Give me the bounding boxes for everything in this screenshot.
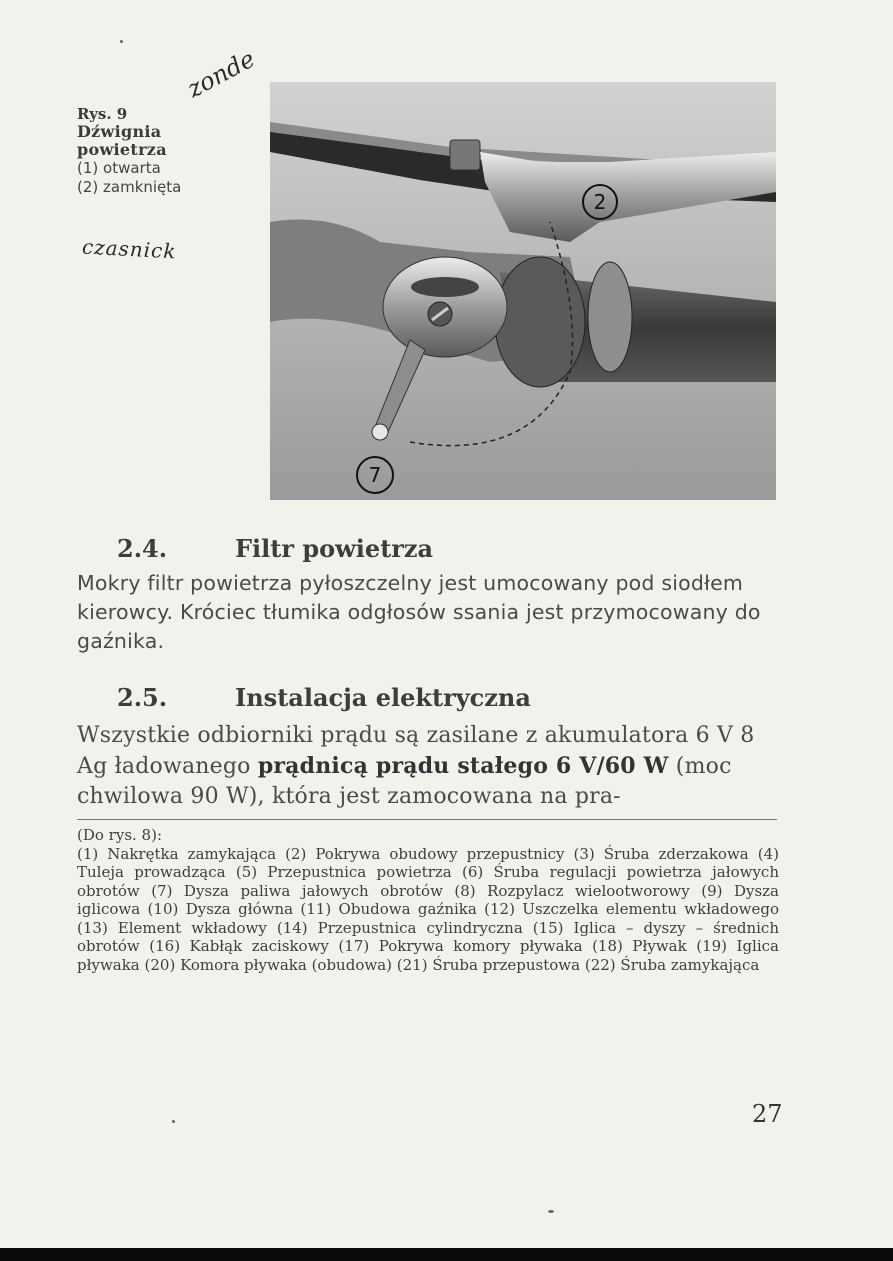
section-heading-electrical (117, 683, 531, 712)
grip-flange (588, 262, 632, 372)
figure-label: Rys. 9 (77, 105, 128, 123)
section-heading-air-filter (117, 534, 433, 563)
paragraph-text: Wszystkie odbiorniki prądu są zasilane z akumulatora 6 V 8 Ag ładowanego (77, 723, 755, 779)
section-paragraph-air-filter: Mokry filtr powietrza pyłoszczelny jest umocowany pod siodłem kierowcy. Króciec tłumika odgłosów ssania jest przymocowany do gaźnika. (77, 571, 761, 653)
air-lever-illustration (270, 82, 776, 500)
handwritten-note-top: zonde (182, 44, 260, 104)
figure-title-line1: Dźwignia (77, 122, 162, 141)
section-number: 2.5. (117, 683, 168, 712)
scan-speck (548, 1210, 554, 1213)
callout-7-label: 7 (368, 463, 382, 487)
footnote-intro: (Do rys. 8): (77, 826, 163, 844)
figure-photo (270, 82, 776, 500)
scan-speck (172, 1120, 175, 1123)
footnote-text: (1) Nakrętka zamykająca (2) Pokrywa obudowy przepustnicy (3) Śruba zderzakowa (4) Tuleja prowadząca (5) Przepustnica powietrza (6) Śruba regulacji powietrza jałowych obrotów (7) Dysza paliwa jałowych obrotów (8) Rozpylacz wielootworowy (9) Dysza iglicowa (10) Dysza główna (11) Obudowa gaźnika (12) Uszczelka elementu wkładowego (13) Element wkładowy (14) Przepustnica cylindryczna (15) Iglica – dyszy – średnich obrotów (16) Kabłąk zaciskowy (17) Pokrywa komory pływaka (18) Pływak (19) Iglica pływaka (20) Komora pływaka (obudowa) (21) Śruba przepustowa (22) Śruba zamykająca (77, 844, 779, 974)
figure-title-line2: powietrza (77, 140, 167, 159)
figure-item-closed: (2) zamknięta (77, 178, 182, 196)
cable-adjuster (450, 140, 480, 170)
figure-caption (77, 106, 181, 197)
handwritten-note-bottom: czasnick (81, 234, 178, 264)
callout-2-label: 2 (593, 190, 607, 214)
section-title: Filtr powietrza (235, 534, 434, 563)
figure-item-open: (1) otwarta (77, 159, 161, 177)
section-number: 2.4. (117, 534, 168, 563)
paragraph-bold-text: prądnicą prądu stałego 6 V/60 W (257, 753, 669, 779)
section-title: Instalacja elektryczna (235, 683, 531, 712)
section-paragraph-electrical (77, 721, 782, 812)
paragraph-text: (moc chwilowa 90 W), która jest zamocowana na pra- (77, 754, 732, 809)
footnote (77, 826, 779, 974)
scan-speck (120, 40, 123, 43)
page-number: 27 (752, 1100, 783, 1128)
footnote-divider (77, 819, 777, 820)
